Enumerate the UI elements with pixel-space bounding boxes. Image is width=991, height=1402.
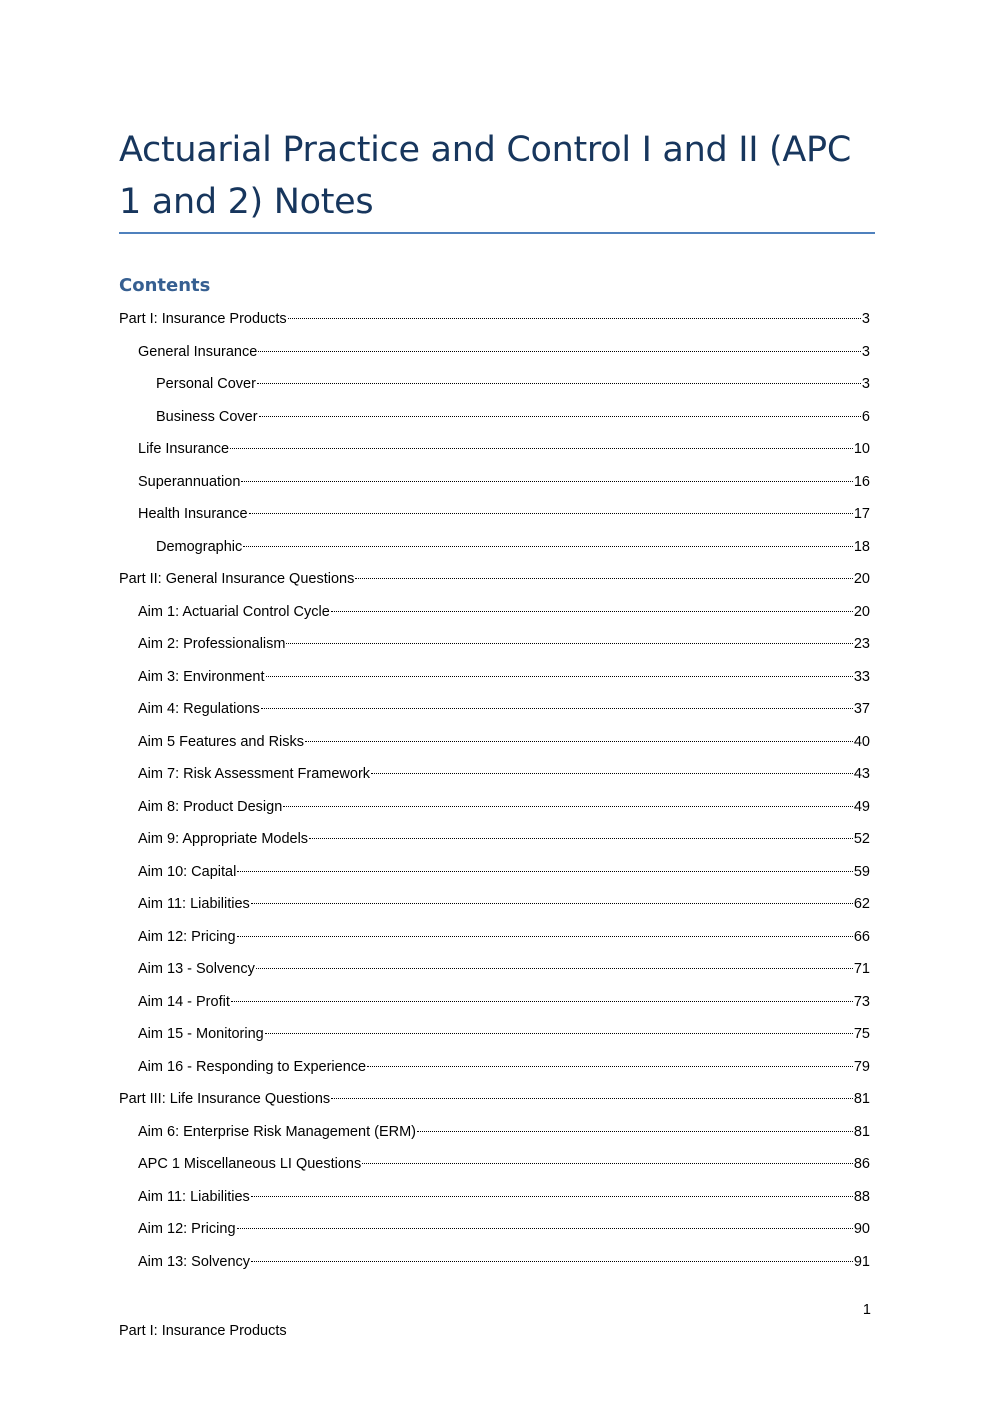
toc-entry[interactable] bbox=[119, 536, 870, 569]
toc-entry-page: 59 bbox=[853, 863, 870, 880]
toc-entry-title: Aim 13 - Solvency bbox=[138, 961, 255, 977]
toc-entry[interactable] bbox=[119, 828, 870, 861]
toc-entry[interactable] bbox=[119, 601, 870, 634]
page-number: 1 bbox=[862, 1302, 871, 1318]
toc-entry-title: Personal Cover bbox=[156, 376, 256, 392]
toc-entry[interactable] bbox=[119, 796, 870, 829]
title-divider bbox=[119, 232, 875, 234]
running-footer: Part I: Insurance Products bbox=[119, 1323, 287, 1339]
toc-entry[interactable] bbox=[119, 308, 870, 341]
toc-entry[interactable] bbox=[119, 926, 870, 959]
toc-entry-page: 3 bbox=[861, 311, 870, 327]
dot-leader bbox=[331, 1098, 853, 1099]
toc-entry-title: Health Insurance bbox=[138, 506, 248, 522]
dot-leader bbox=[355, 578, 853, 579]
dot-leader bbox=[367, 1066, 853, 1067]
toc-entry-page: 10 bbox=[853, 441, 870, 457]
toc-entry[interactable] bbox=[119, 568, 870, 601]
toc-entry-page: 3 bbox=[861, 376, 870, 392]
toc-entry-page: 43 bbox=[853, 766, 870, 782]
table-of-contents bbox=[119, 308, 870, 1283]
toc-entry-page: 90 bbox=[853, 1221, 870, 1237]
toc-entry-title: Aim 2: Professionalism bbox=[138, 636, 286, 652]
toc-entry-page: 23 bbox=[853, 636, 870, 652]
toc-entry[interactable] bbox=[119, 1218, 870, 1251]
toc-entry-page: 81 bbox=[853, 1091, 870, 1107]
contents-heading: Contents bbox=[119, 275, 211, 296]
toc-entry[interactable] bbox=[119, 1153, 870, 1186]
dot-leader bbox=[309, 838, 853, 839]
toc-entry-title: Part III: Life Insurance Questions bbox=[119, 1091, 331, 1107]
toc-entry-page: 75 bbox=[853, 1026, 870, 1042]
dot-leader bbox=[230, 448, 853, 449]
dot-leader bbox=[251, 1196, 853, 1197]
toc-entry[interactable] bbox=[119, 1121, 870, 1154]
toc-entry-page: 17 bbox=[853, 506, 870, 522]
toc-entry-page: 33 bbox=[853, 668, 870, 685]
toc-entry-page: 52 bbox=[853, 831, 870, 847]
dot-leader bbox=[259, 416, 861, 417]
toc-entry-page: 3 bbox=[861, 343, 870, 360]
dot-leader bbox=[249, 513, 853, 514]
dot-leader bbox=[241, 481, 852, 482]
toc-entry[interactable] bbox=[119, 373, 870, 406]
toc-entry-page: 88 bbox=[853, 1188, 870, 1205]
toc-entry[interactable] bbox=[119, 341, 870, 374]
toc-entry[interactable] bbox=[119, 958, 870, 991]
dot-leader bbox=[288, 318, 861, 319]
dot-leader bbox=[417, 1131, 853, 1132]
toc-entry-page: 71 bbox=[853, 961, 870, 977]
dot-leader bbox=[237, 1228, 853, 1229]
toc-entry-page: 73 bbox=[853, 993, 870, 1010]
toc-entry-title: Aim 12: Pricing bbox=[138, 1221, 236, 1237]
toc-entry-title: Aim 12: Pricing bbox=[138, 928, 236, 945]
toc-entry-title: Aim 14 - Profit bbox=[138, 993, 230, 1010]
toc-entry-page: 81 bbox=[853, 1123, 870, 1140]
toc-entry-title: Life Insurance bbox=[138, 441, 230, 457]
toc-entry[interactable] bbox=[119, 763, 870, 796]
toc-entry[interactable] bbox=[119, 406, 870, 439]
toc-entry-page: 79 bbox=[853, 1058, 870, 1075]
toc-entry[interactable] bbox=[119, 471, 870, 504]
toc-entry-title: General Insurance bbox=[138, 343, 258, 360]
toc-entry-page: 16 bbox=[853, 473, 870, 490]
dot-leader bbox=[251, 1261, 853, 1262]
toc-entry-title: Aim 7: Risk Assessment Framework bbox=[138, 766, 371, 782]
dot-leader bbox=[251, 903, 853, 904]
toc-entry-page: 86 bbox=[853, 1156, 870, 1172]
toc-entry[interactable] bbox=[119, 991, 870, 1024]
toc-entry[interactable] bbox=[119, 861, 870, 894]
toc-entry[interactable] bbox=[119, 1186, 870, 1219]
toc-entry-page: 40 bbox=[853, 733, 870, 750]
toc-entry-title: Aim 10: Capital bbox=[138, 863, 237, 880]
toc-entry[interactable] bbox=[119, 1023, 870, 1056]
toc-entry-title: Aim 5 Features and Risks bbox=[138, 733, 305, 750]
dot-leader bbox=[237, 871, 853, 872]
dot-leader bbox=[362, 1163, 853, 1164]
toc-entry-title: Aim 15 - Monitoring bbox=[138, 1026, 264, 1042]
toc-entry-title: Aim 11: Liabilities bbox=[138, 896, 250, 912]
toc-entry-title: Demographic bbox=[156, 538, 243, 555]
toc-entry-title: Aim 3: Environment bbox=[138, 668, 265, 685]
toc-entry[interactable] bbox=[119, 893, 870, 926]
toc-entry[interactable] bbox=[119, 698, 870, 731]
dot-leader bbox=[305, 741, 853, 742]
dot-leader bbox=[258, 351, 861, 352]
dot-leader bbox=[331, 611, 853, 612]
dot-leader bbox=[243, 546, 853, 547]
toc-entry-title: Part II: General Insurance Questions bbox=[119, 571, 355, 587]
toc-entry-title: Aim 9: Appropriate Models bbox=[138, 831, 309, 847]
toc-entry[interactable] bbox=[119, 1088, 870, 1121]
dot-leader bbox=[265, 1033, 853, 1034]
toc-entry-title: Aim 16 - Responding to Experience bbox=[138, 1058, 367, 1075]
toc-entry-page: 62 bbox=[853, 896, 870, 912]
dot-leader bbox=[371, 773, 853, 774]
toc-entry-title: Aim 13: Solvency bbox=[138, 1253, 251, 1270]
toc-entry-title: Part I: Insurance Products bbox=[119, 311, 287, 327]
toc-entry-title: APC 1 Miscellaneous LI Questions bbox=[138, 1156, 362, 1172]
toc-entry-page: 49 bbox=[853, 798, 870, 815]
toc-entry-page: 18 bbox=[853, 538, 870, 555]
toc-entry-title: Aim 4: Regulations bbox=[138, 701, 260, 717]
toc-entry-page: 6 bbox=[861, 408, 870, 425]
toc-entry-title: Aim 6: Enterprise Risk Management (ERM) bbox=[138, 1123, 416, 1140]
toc-entry[interactable] bbox=[119, 633, 870, 666]
dot-leader bbox=[261, 708, 853, 709]
toc-entry[interactable] bbox=[119, 731, 870, 764]
toc-entry-page: 66 bbox=[853, 928, 870, 945]
dot-leader bbox=[237, 936, 853, 937]
toc-entry-page: 20 bbox=[853, 603, 870, 620]
toc-entry-title: Aim 1: Actuarial Control Cycle bbox=[138, 603, 330, 620]
toc-entry-title: Business Cover bbox=[156, 408, 258, 425]
toc-entry[interactable] bbox=[119, 1251, 870, 1284]
dot-leader bbox=[231, 1001, 853, 1002]
toc-entry[interactable] bbox=[119, 503, 870, 536]
dot-leader bbox=[257, 383, 861, 384]
toc-entry[interactable] bbox=[119, 438, 870, 471]
dot-leader bbox=[283, 806, 853, 807]
toc-entry-page: 20 bbox=[853, 571, 870, 587]
dot-leader bbox=[266, 676, 853, 677]
toc-entry-page: 91 bbox=[853, 1253, 870, 1270]
toc-entry-title: Superannuation bbox=[138, 473, 241, 490]
toc-entry[interactable] bbox=[119, 666, 870, 699]
dot-leader bbox=[256, 968, 853, 969]
toc-entry-title: Aim 8: Product Design bbox=[138, 798, 283, 815]
document-title: Actuarial Practice and Control I and II (APC 1 and 2) Notes bbox=[119, 130, 852, 222]
toc-entry-title: Aim 11: Liabilities bbox=[138, 1188, 250, 1205]
toc-entry[interactable] bbox=[119, 1056, 870, 1089]
toc-entry-page: 37 bbox=[853, 701, 870, 717]
dot-leader bbox=[286, 643, 852, 644]
